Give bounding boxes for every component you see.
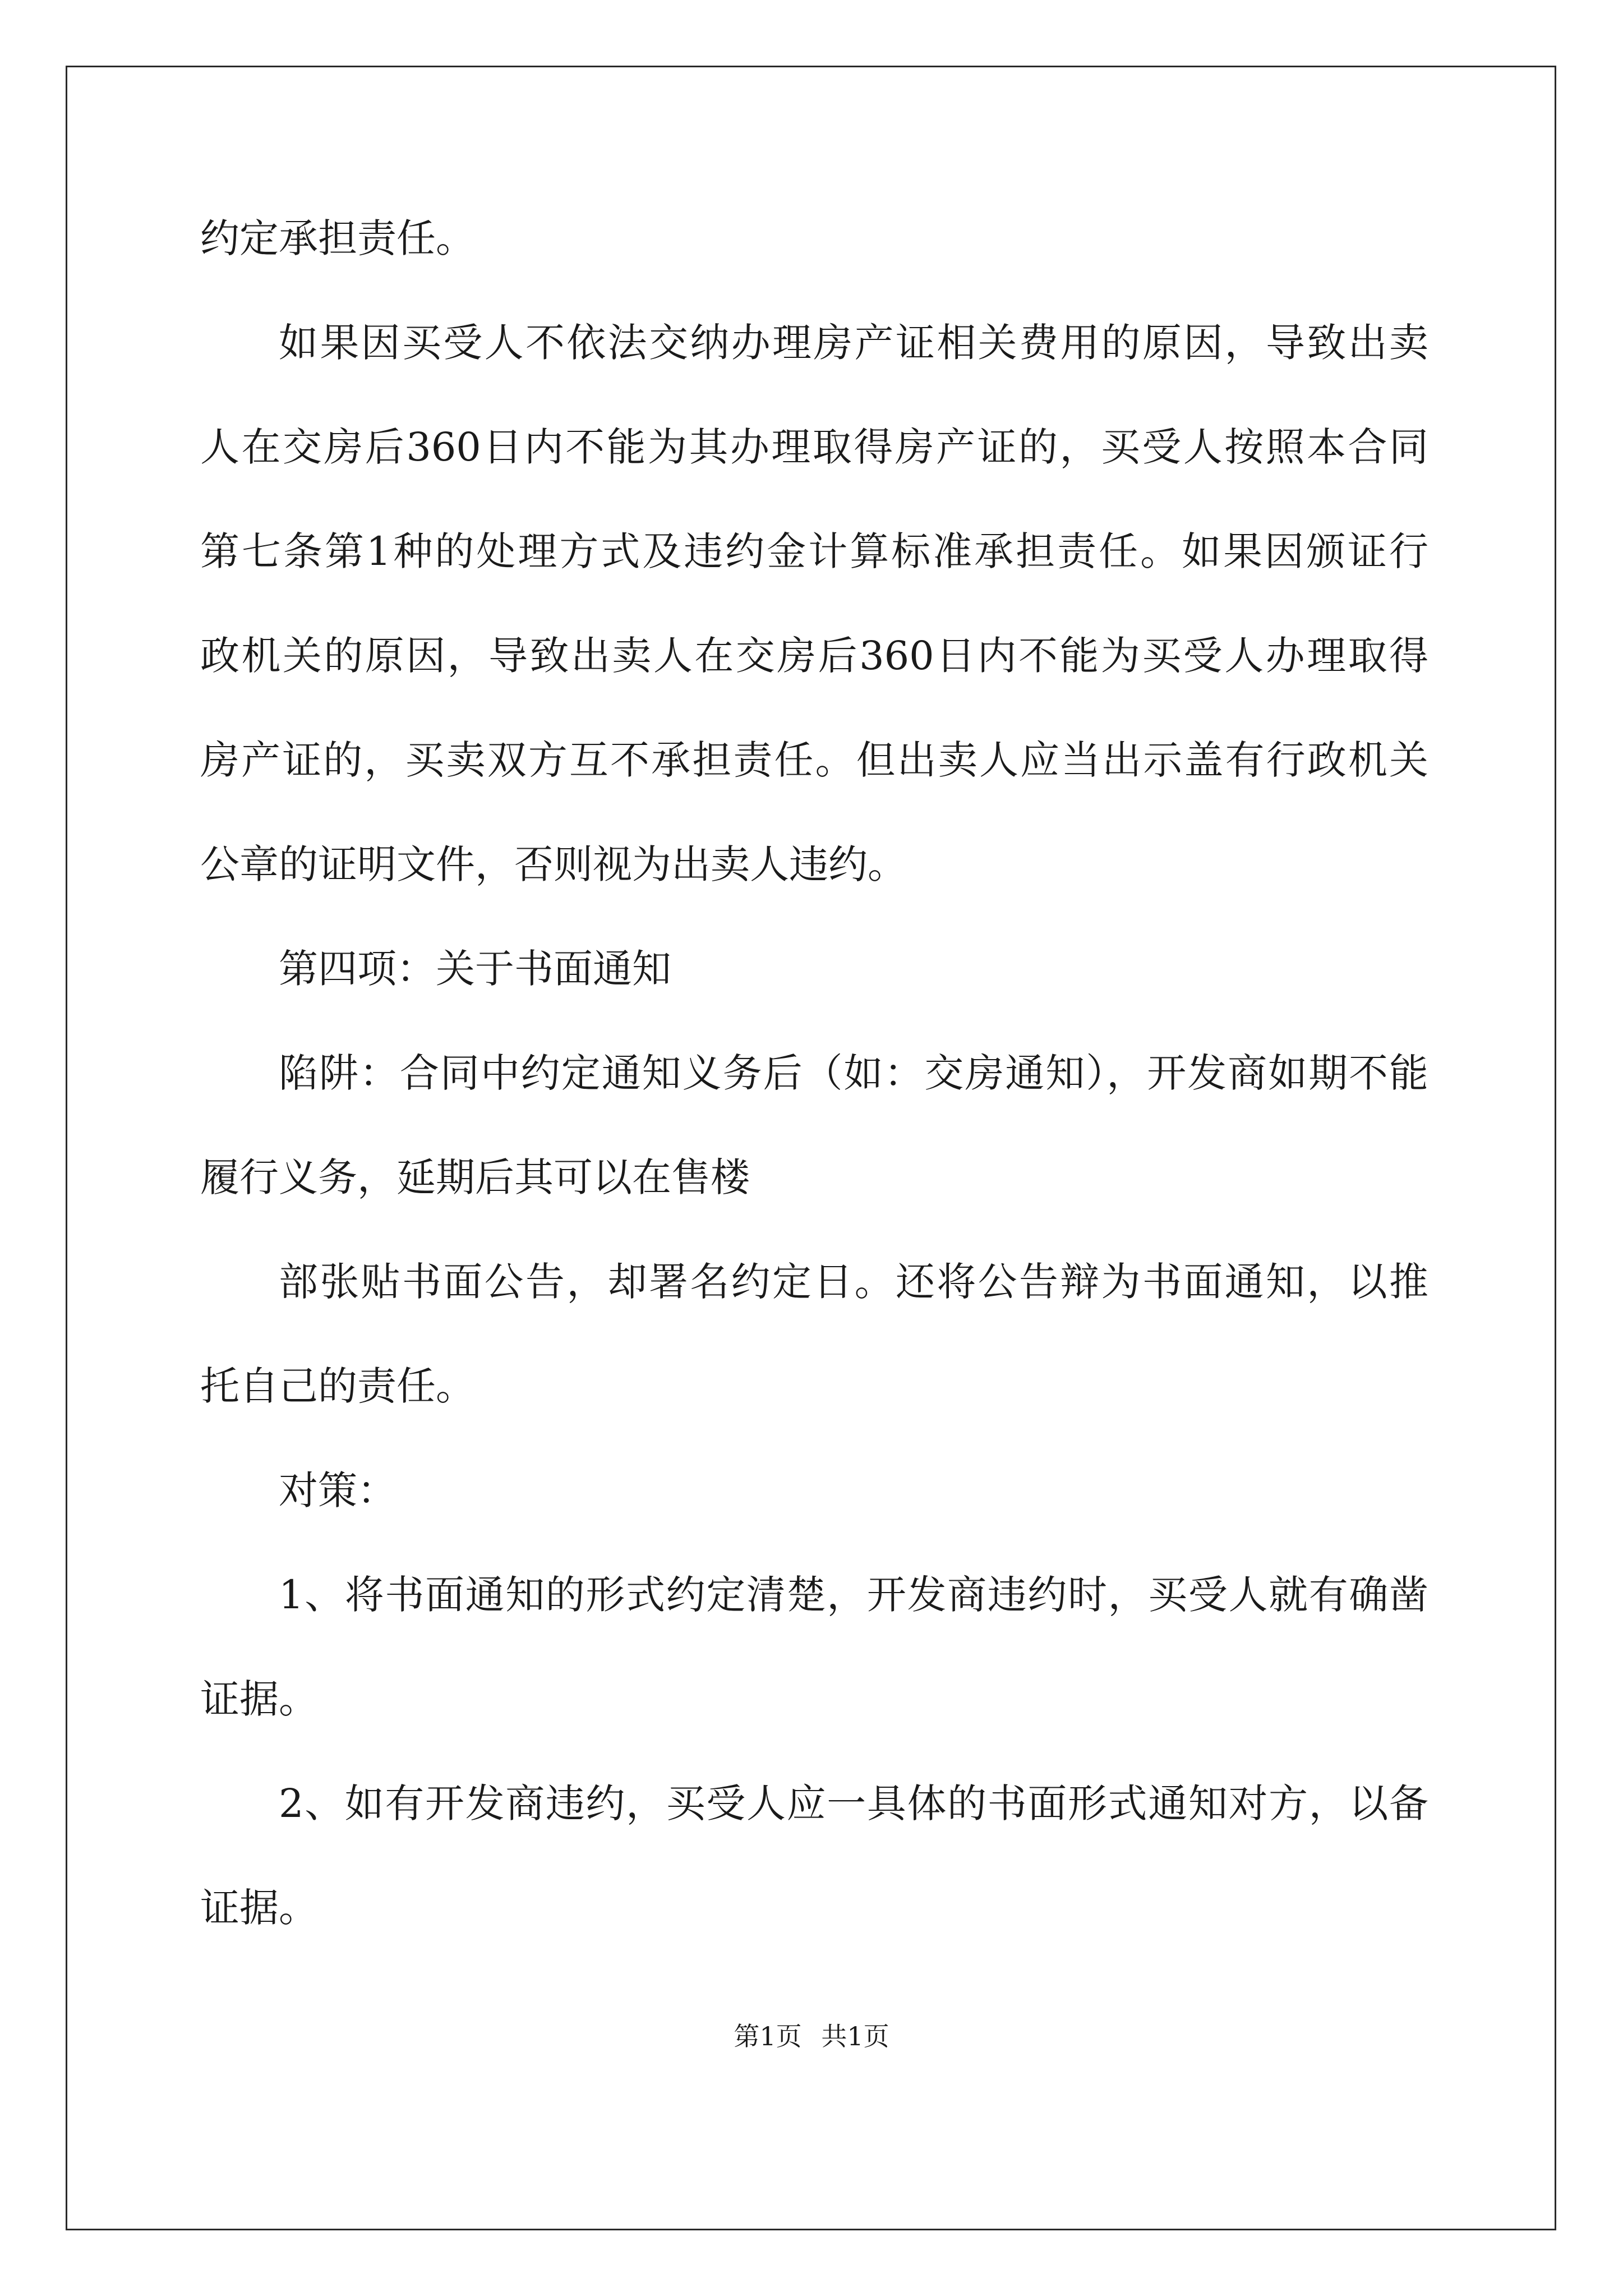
paragraph-line: 第七条第1种的处理方式及违约金计算标准承担责任。如果因颁证行	[200, 528, 1428, 574]
page-number: 第1页	[734, 2021, 802, 2051]
paragraph-line: 托自己的责任。	[200, 1363, 475, 1409]
paragraph-line: 证据。	[200, 1676, 318, 1722]
paragraph-line: 证据。	[200, 1885, 318, 1931]
paragraph-line: 1、将书面通知的形式约定清楚，开发商违约时，买受人就有确凿	[279, 1572, 1428, 1618]
paragraph-line: 对策：	[279, 1467, 396, 1513]
page-total: 共1页	[821, 2021, 889, 2051]
paragraph-line: 陷阱：合同中约定通知义务后（如：交房通知），开发商如期不能	[279, 1050, 1428, 1096]
paragraph-line: 公章的证明文件，否则视为出卖人违约。	[200, 841, 907, 887]
section-heading: 第四项：关于书面通知	[279, 946, 671, 992]
paragraph-line: 2、如有开发商违约，买受人应一具体的书面形式通知对方，以备	[279, 1780, 1428, 1826]
paragraph-line: 政机关的原因，导致出卖人在交房后360日内不能为买受人办理取得	[200, 633, 1428, 679]
paragraph-line: 房产证的，买卖双方互不承担责任。但出卖人应当出示盖有行政机关	[200, 737, 1428, 783]
page-footer	[0, 2016, 1623, 2053]
paragraph-line: 履行义务，延期后其可以在售楼	[200, 1154, 750, 1200]
paragraph-line: 人在交房后360日内不能为其办理取得房产证的，买受人按照本合同	[200, 424, 1428, 470]
paragraph-line: 部张贴书面公告，却署名约定日。还将公告辩为书面通知，以推	[279, 1259, 1428, 1305]
paragraph-line: 如果因买受人不依法交纳办理房产证相关费用的原因，导致出卖	[279, 320, 1428, 366]
text-line: 约定承担责任。	[200, 215, 475, 261]
